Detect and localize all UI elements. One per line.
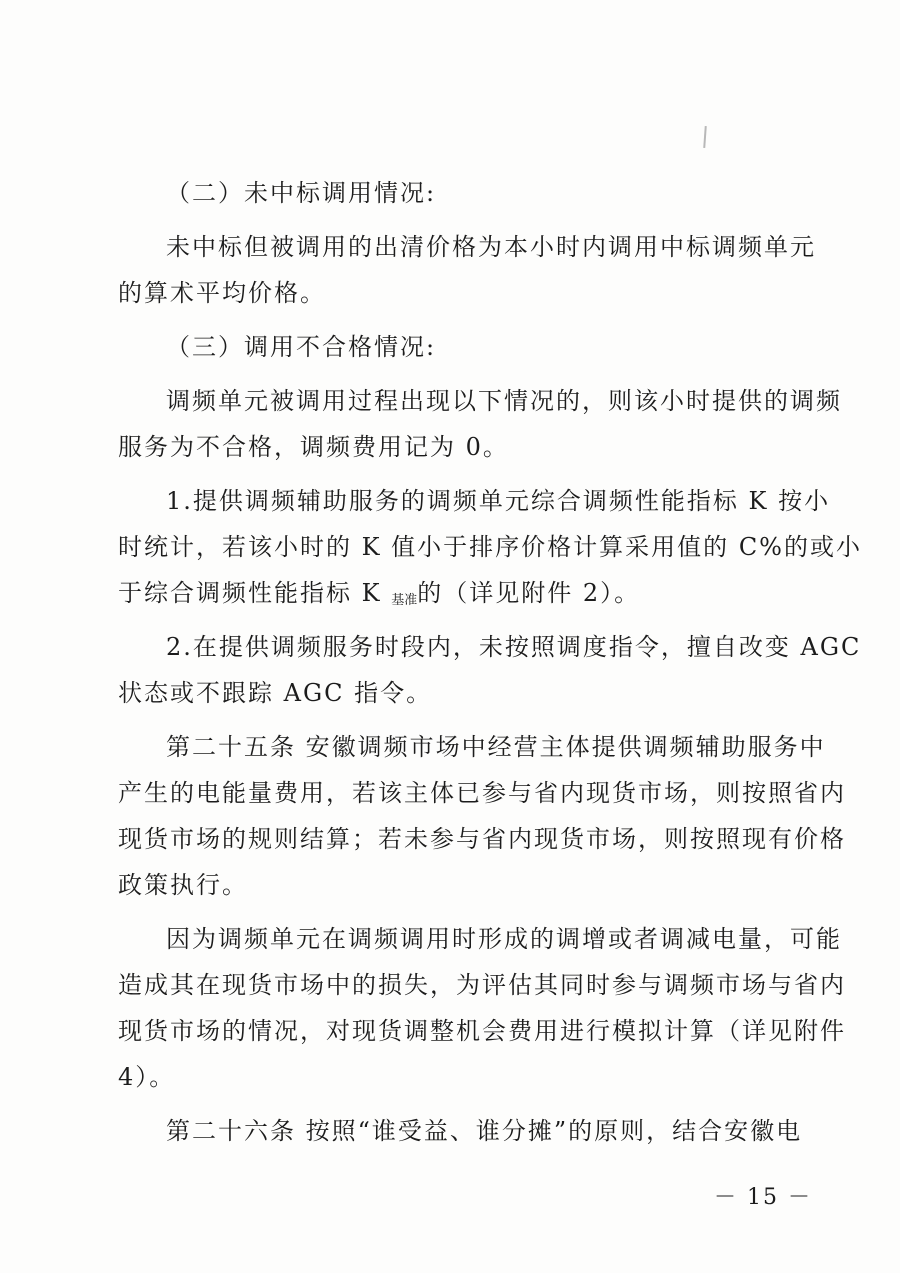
paragraph-line: 1.提供调频辅助服务的调频单元综合调频性能指标 K 按小 [166, 487, 831, 515]
pen-mark [703, 126, 707, 148]
article-25-line: 第二十五条 安徽调频市场中经营主体提供调频辅助服务中 [166, 733, 826, 761]
paragraph-line: 未中标但被调用的出清价格为本小时内调用中标调频单元 [166, 233, 816, 261]
paragraph-line: 2.在提供调频服务时段内，未按照调度指令，擅自改变 AGC [166, 633, 862, 661]
paragraph-line: 的算术平均价格。 [118, 279, 326, 307]
page-number: － 15 － [714, 1185, 812, 1210]
paragraph-line: 状态或不跟踪 AGC 指令。 [118, 679, 433, 707]
paragraph-line: 造成其在现货市场中的损失，为评估其同时参与调频市场与省内 [118, 971, 846, 999]
section-heading-two: （二）未中标调用情况: [166, 179, 437, 207]
kbase-after: 的（详见附件 2）。 [417, 579, 641, 607]
paragraph-line: 服务为不合格，调频费用记为 0。 [118, 433, 509, 461]
kbase-subscript: 基准 [391, 593, 418, 608]
article-26-line: 第二十六条 按照“谁受益、谁分摊”的原则，结合安徽电 [166, 1117, 803, 1145]
paragraph-line: 政策执行。 [118, 871, 248, 899]
paragraph-line: 产生的电能量费用，若该主体已参与省内现货市场，则按照省内 [118, 779, 846, 807]
paragraph-line-kbase [118, 570, 790, 616]
paragraph-line: 现货市场的情况，对现货调整机会费用进行模拟计算（详见附件 [118, 1017, 846, 1045]
paragraph-line: 现货市场的规则结算；若未参与省内现货市场，则按照现有价格 [118, 825, 846, 853]
paragraph-line: 因为调频单元在调频调用时形成的调增或者调减电量，可能 [166, 925, 842, 953]
document-body [118, 170, 862, 1154]
section-heading-three: （三）调用不合格情况: [166, 333, 437, 361]
paragraph-line: 调频单元被调用过程出现以下情况的，则该小时提供的调频 [166, 387, 842, 415]
paragraph-line: 时统计，若该小时的 K 值小于排序价格计算采用值的 C%的或小 [118, 533, 862, 561]
kbase-before: 于综合调频性能指标 K [118, 579, 392, 607]
paragraph-line: 4）。 [118, 1063, 176, 1091]
